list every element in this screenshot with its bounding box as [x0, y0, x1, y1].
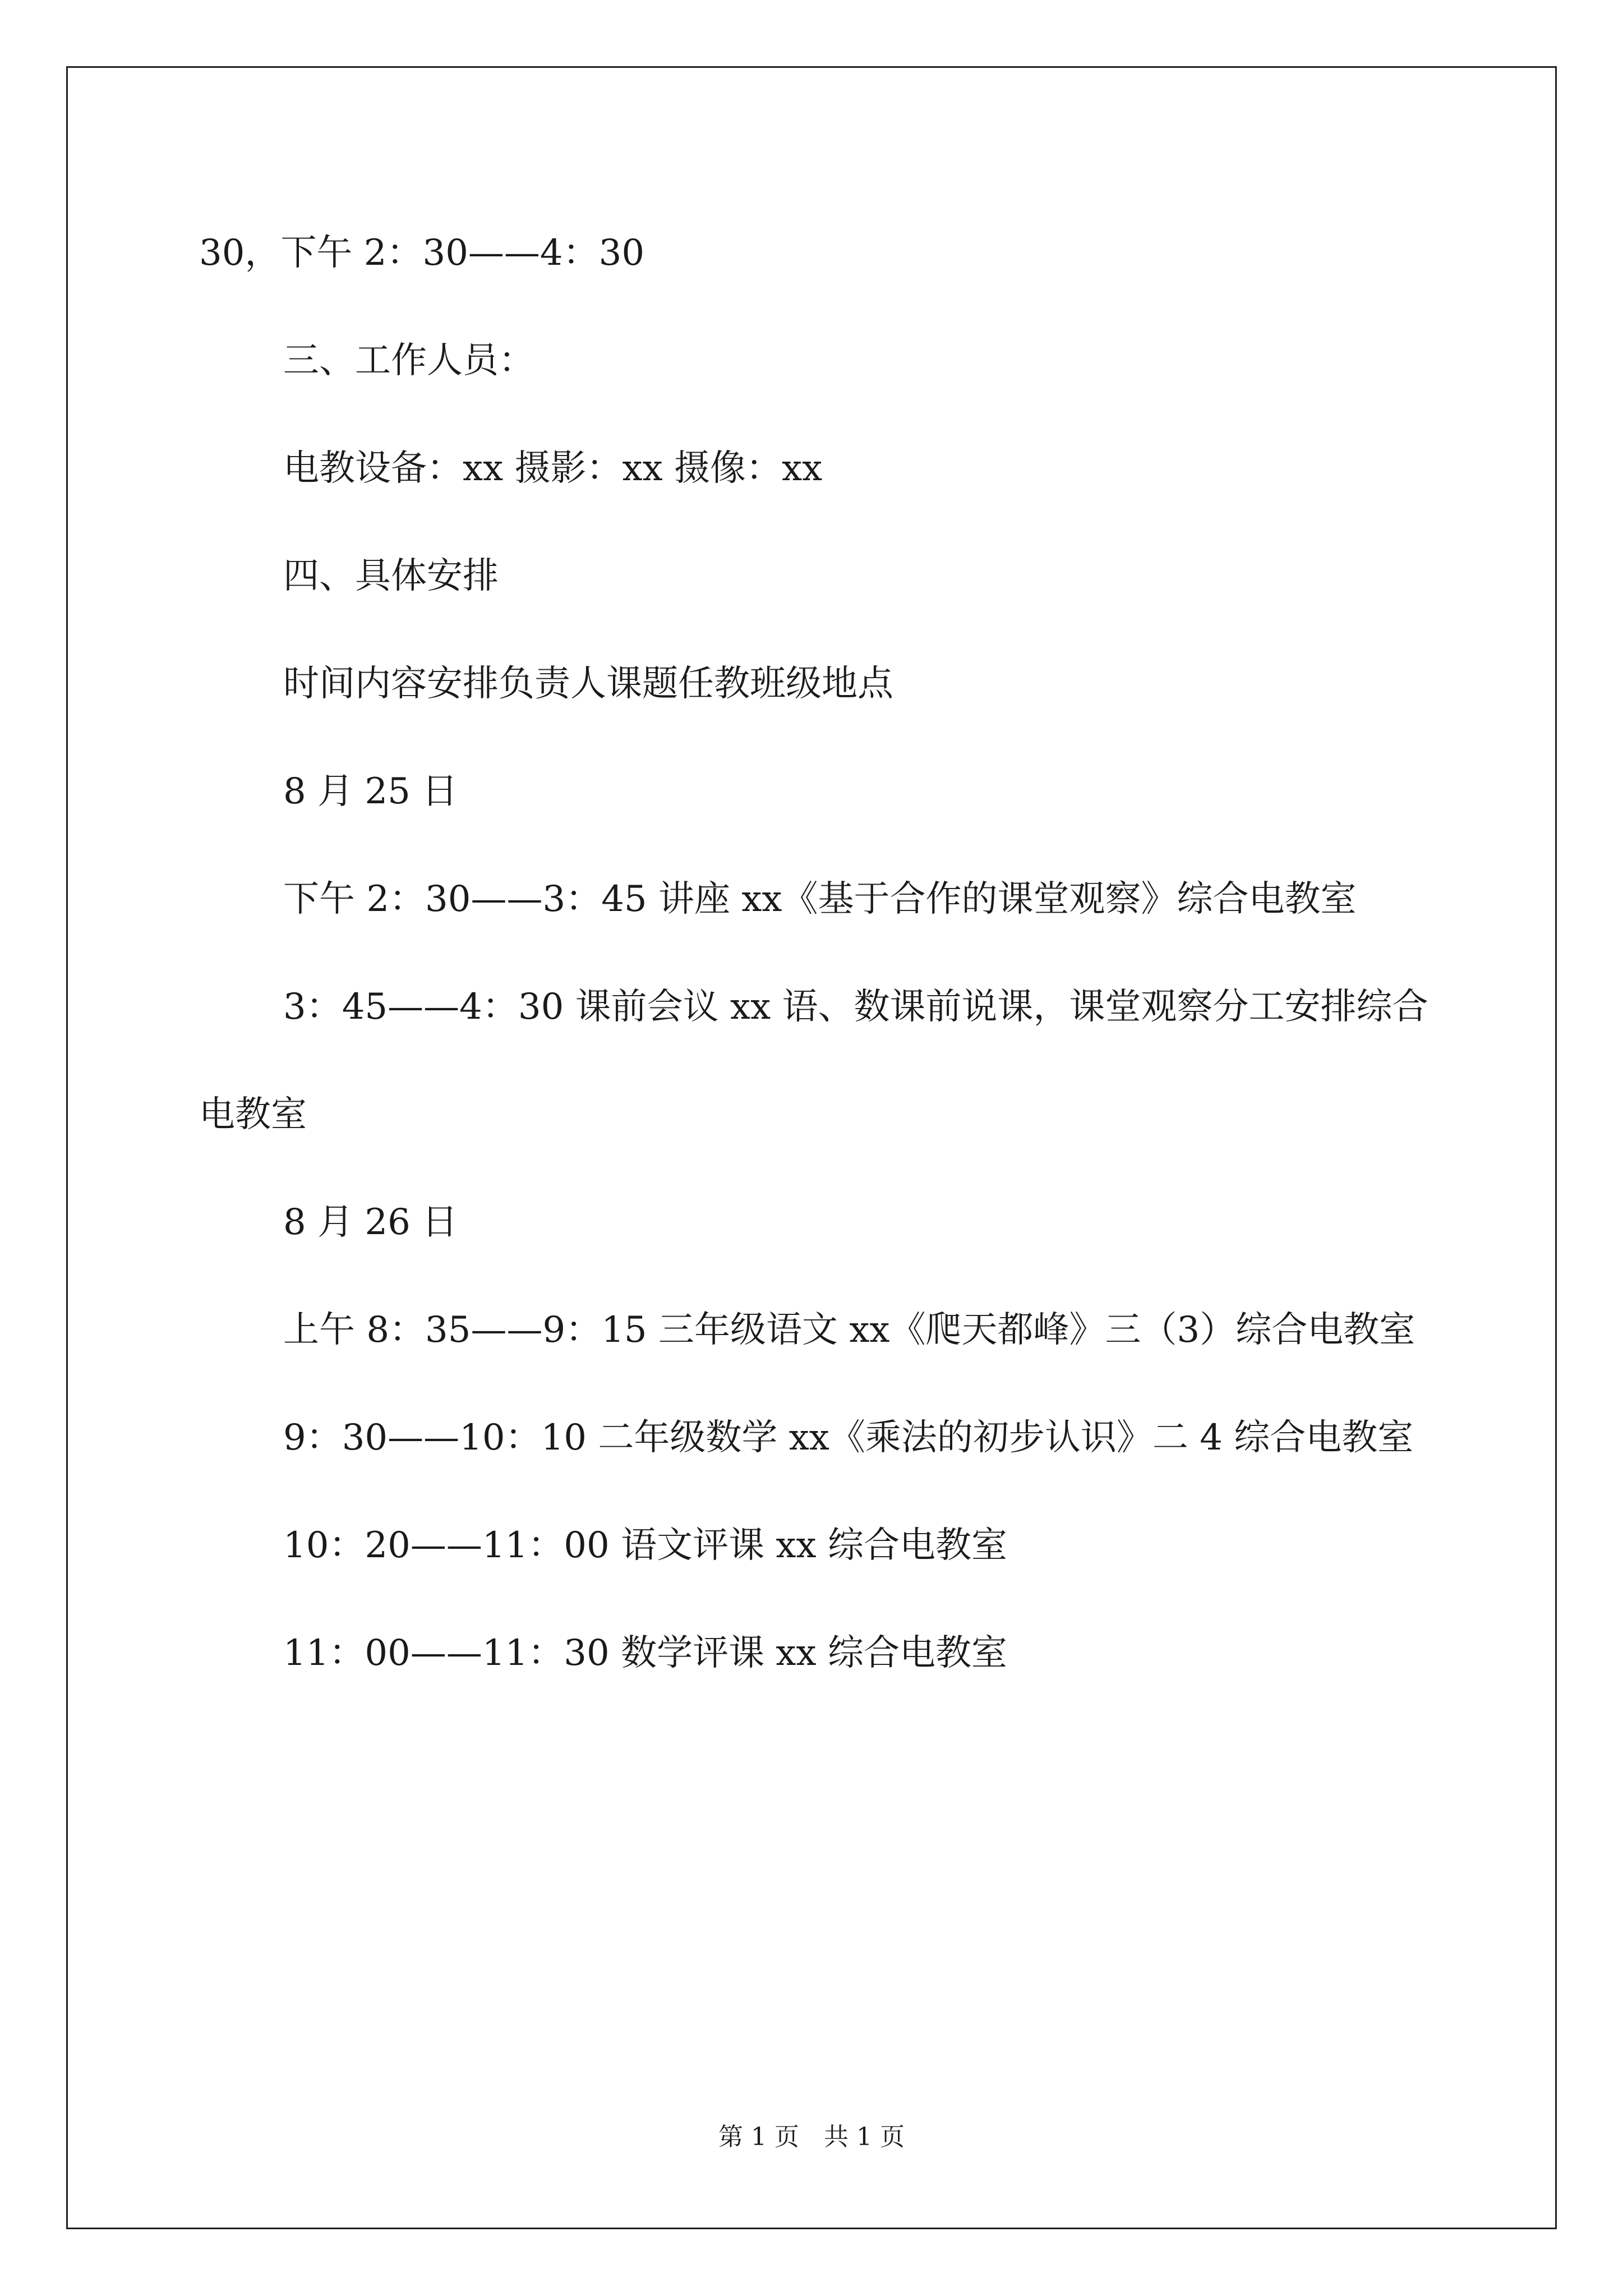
schedule-item-math-review: 11：00——11：30 数学评课 xx 综合电教室: [283, 1632, 1007, 1674]
heading-staff: 三、工作人员：: [283, 340, 534, 381]
page-footer: 第 1 页 共 1 页: [718, 2123, 905, 2151]
schedule-item-chinese-class: 上午 8：35——9：15 三年级语文 xx《爬天都峰》三（3）综合电教室: [283, 1309, 1415, 1351]
date-aug-25: 8 月 25 日: [283, 771, 458, 812]
schedule-item-lecture: 下午 2：30——3：45 讲座 xx《基于合作的课堂观察》综合电教室: [283, 878, 1357, 920]
heading-schedule: 四、具体安排: [283, 555, 499, 597]
date-aug-26: 8 月 26 日: [283, 1202, 458, 1243]
document-body: [199, 199, 1433, 1707]
paragraph-schedule-columns: 时间内容安排负责人课题任教班级地点: [283, 663, 893, 705]
schedule-item-math-class: 9：30——10：10 二年级数学 xx《乘法的初步认识》二 4 综合电教室: [283, 1417, 1414, 1458]
paragraph-staff-roles: 电教设备：xx 摄影：xx 摄像：xx: [283, 448, 823, 489]
schedule-item-pre-class-meeting: 3：45——4：30 课前会议 xx 语、数课前说课，课堂观察分工安排综合电教室: [199, 986, 1428, 1135]
schedule-item-chinese-review: 10：20——11：00 语文评课 xx 综合电教室: [283, 1525, 1007, 1566]
paragraph-continued-time: 30，下午 2：30——4：30: [199, 232, 645, 274]
